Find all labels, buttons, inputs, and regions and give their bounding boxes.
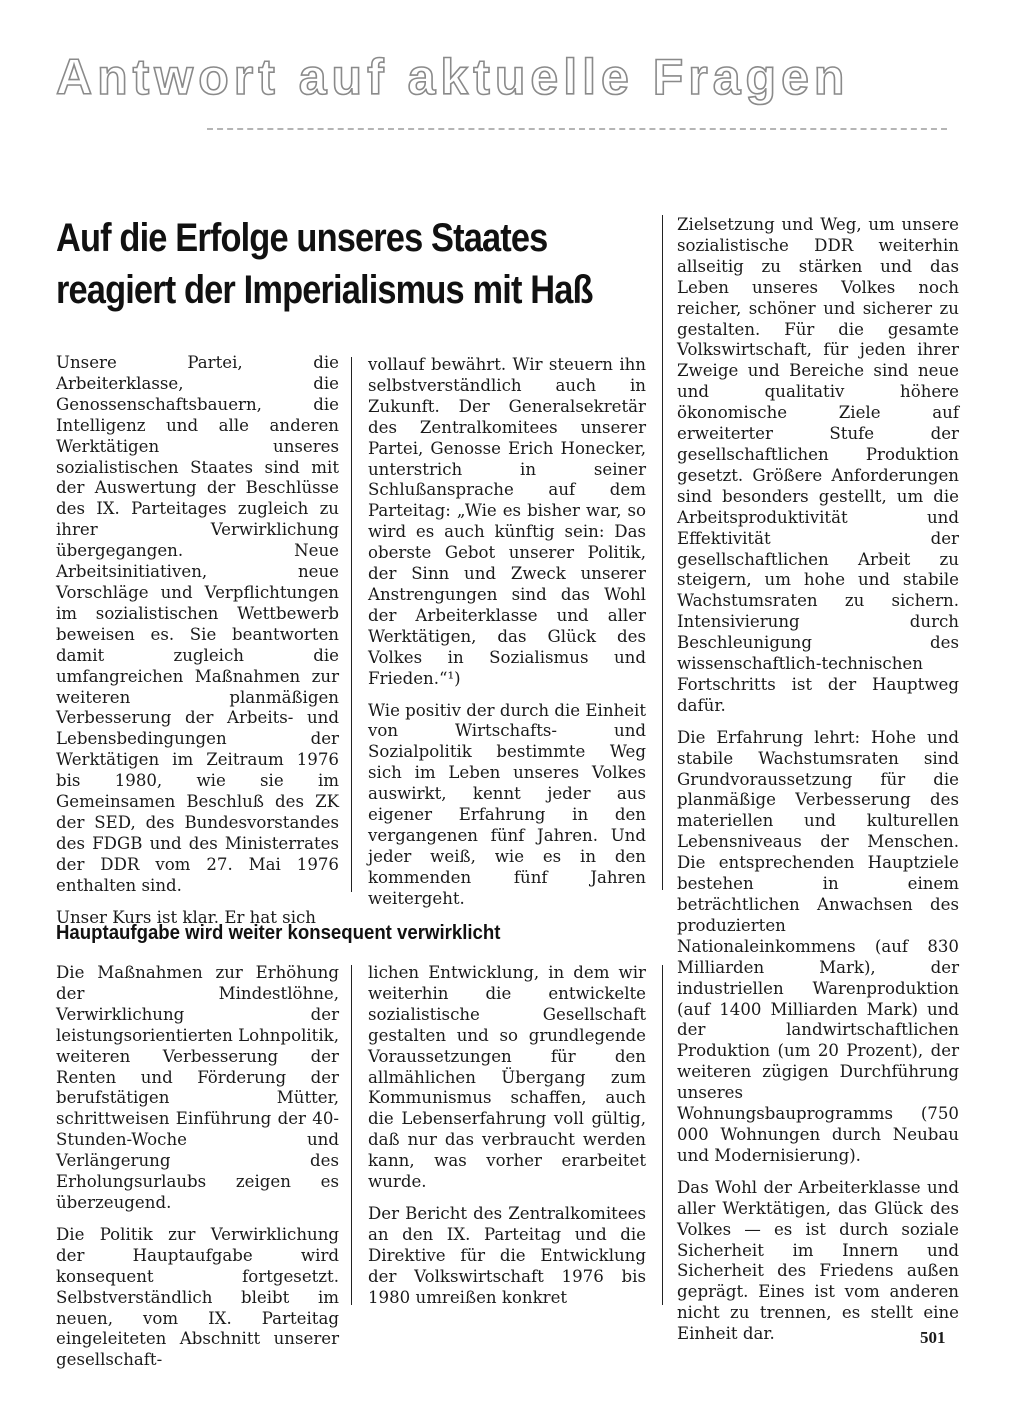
paragraph: Zielsetzung und Weg, um unsere sozialistische DDR weiterhin allseitig zu stärken und das Leben unseres Volkes noch reicher, schöner und sicherer zu gestalten. Für die gesamte Volkswirtschaft, für jeden ihrer Zweige und Bereiche sind neue und qualitativ höhere ökonomische Ziele auf erweiterter Stufe der gesellschaftlichen Produktion gesetzt. Größere Anforderungen sind besonders gestellt, um die Arbeitsproduktivität und Effektivität der gesellschaftlichen Arbeit zu steigern, um hohe und stabile Wachstumsraten zu sichern. Intensivierung durch Beschleunigung des wissenschaftlich-technischen Fortschritts ist der Hauptweg dafür. <box>677 215 959 715</box>
page-number: 501 <box>920 1328 946 1347</box>
paragraph: Die Erfahrung lehrt: Hohe und stabile Wachstumsraten sind Grundvoraussetzung für die planmäßige Verbesserung des materiellen und kulturellen Lebensniveaus der Menschen. Die entsprechenden Hauptziele bestehen in einem beträchtlichen Anwachsen des produzierten Nationaleinkommens (auf 830 Milliarden Mark), der industriellen Warenproduktion (auf 1400 Milliarden Mark) und der landwirtschaftlichen Produktion (um 20 Prozent), der weiteren zügigen Durchführung unseres Wohnungsbauprogramms (750 000 Wohnungen durch Neubau und Modernisierung). <box>677 727 959 1165</box>
paragraph: Wie positiv der durch die Einheit von Wirtschafts- und Sozialpolitik bestimmte Weg sich im Leben unseres Volkes auswirkt, kennt jeder aus eigener Erfahrung in den vergangenen fünf Jahren. Und jeder weiß, wie es in den kommenden fünf Jahren weitergeht. <box>368 700 646 908</box>
paragraph: Der Bericht des Zentralkomitees an den IX. Parteitag und die Direktive für die Entwicklung der Volkswirtschaft 1976 bis 1980 umreißen konkret <box>368 1203 646 1307</box>
paragraph: vollauf bewährt. Wir steuern ihn selbstverständlich auch in Zukunft. Der Generalsekretär des Zentralkomitees unserer Partei, Genosse Erich Honecker, unterstrich in seiner Schlußansprache auf dem Parteitag: „Wie es bisher war, so wird es auch künftig sein: Das oberste Gebot unserer Politik, der Sinn und Zweck unserer Anstrengungen sind das Wohl der Arbeiterklasse und aller Werktätigen, das Glück des Volkes in Sozialismus und Frieden.“¹) <box>368 355 646 688</box>
paragraph: Die Politik zur Verwirklichung der Hauptaufgabe wird konsequent fortgesetzt. Selbstverständlich bleibt im neuen, vom IX. Parteitag eingeleiteten Abschnitt unserer gesellschaft- <box>56 1224 339 1370</box>
text-column-3 <box>677 215 959 1345</box>
section-kicker: Antwort auf aktuelle Fragen <box>56 49 850 105</box>
column-divider <box>662 965 663 1305</box>
section-subheading: Hauptaufgabe wird weiter konsequent verwirklicht <box>56 922 501 944</box>
column-divider <box>662 215 663 890</box>
text-column-5 <box>368 963 646 1309</box>
paragraph: lichen Entwicklung, in dem wir weiterhin die entwickelte sozialistische Gesellschaft gestalten und so grundlegende Voraussetzungen für den allmählichen Übergang zum Kommunismus schaffen, auch die Lebenserfahrung voll gültig, daß nur das verbraucht werden kann, was vorher erarbeitet wurde. <box>368 963 646 1192</box>
column-divider <box>351 357 352 892</box>
text-column-4 <box>56 963 339 1371</box>
text-column-2 <box>368 355 646 910</box>
paragraph: Die Maßnahmen zur Erhöhung der Mindestlöhne, Verwirklichung der leistungsorientierten Lohnpolitik, weiteren Verbesserung der Renten und Förderung der berufstätigen Mütter, schrittweisen Einführung der 40-Stunden-Woche und Verlängerung des Erholungsurlaubs zeigen es überzeugend. <box>56 963 339 1212</box>
paragraph: Das Wohl der Arbeiterklasse und aller Werktätigen, das Glück des Volkes — es ist durch soziale Sicherheit im Innern und Sicherheit des Friedens außen geprägt. Eines ist vom anderen nicht zu trennen, es stellt eine Einheit dar. <box>677 1177 959 1344</box>
column-divider <box>351 965 352 1305</box>
headline-line-1: Auf die Erfolge unseres Staates <box>56 216 548 260</box>
text-column-1 <box>56 353 339 928</box>
paragraph: Unsere Partei, die Arbeiterklasse, die Genossenschaftsbauern, die Intelligenz und alle anderen Werktätigen unseres sozialistischen Staates sind mit der Auswertung der Beschlüsse des IX. Parteitages zugleich zu ihrer Verwirklichung übergegangen. Neue Arbeitsinitiativen, neue Vorschläge und Verpflichtungen im sozialistischen Wettbewerb beweisen es. Sie beantworten damit zugleich die umfangreichen Maßnahmen zur weiteren planmäßigen Verbesserung der Arbeits- und Lebensbedingungen der Werktätigen im Zeitraum 1976 bis 1980, wie sie im Gemeinsamen Beschluß des ZK der SED, des Bundesvorstandes des FDGB und des Ministerrates der DDR vom 27. Mai 1976 enthalten sind. <box>56 353 339 895</box>
kicker-divider <box>207 128 947 130</box>
paragraph: Unser Kurs ist klar. Er hat sich <box>56 907 316 927</box>
article-headline <box>56 212 593 316</box>
headline-line-2: reagiert der Imperialismus mit Haß <box>56 268 593 312</box>
